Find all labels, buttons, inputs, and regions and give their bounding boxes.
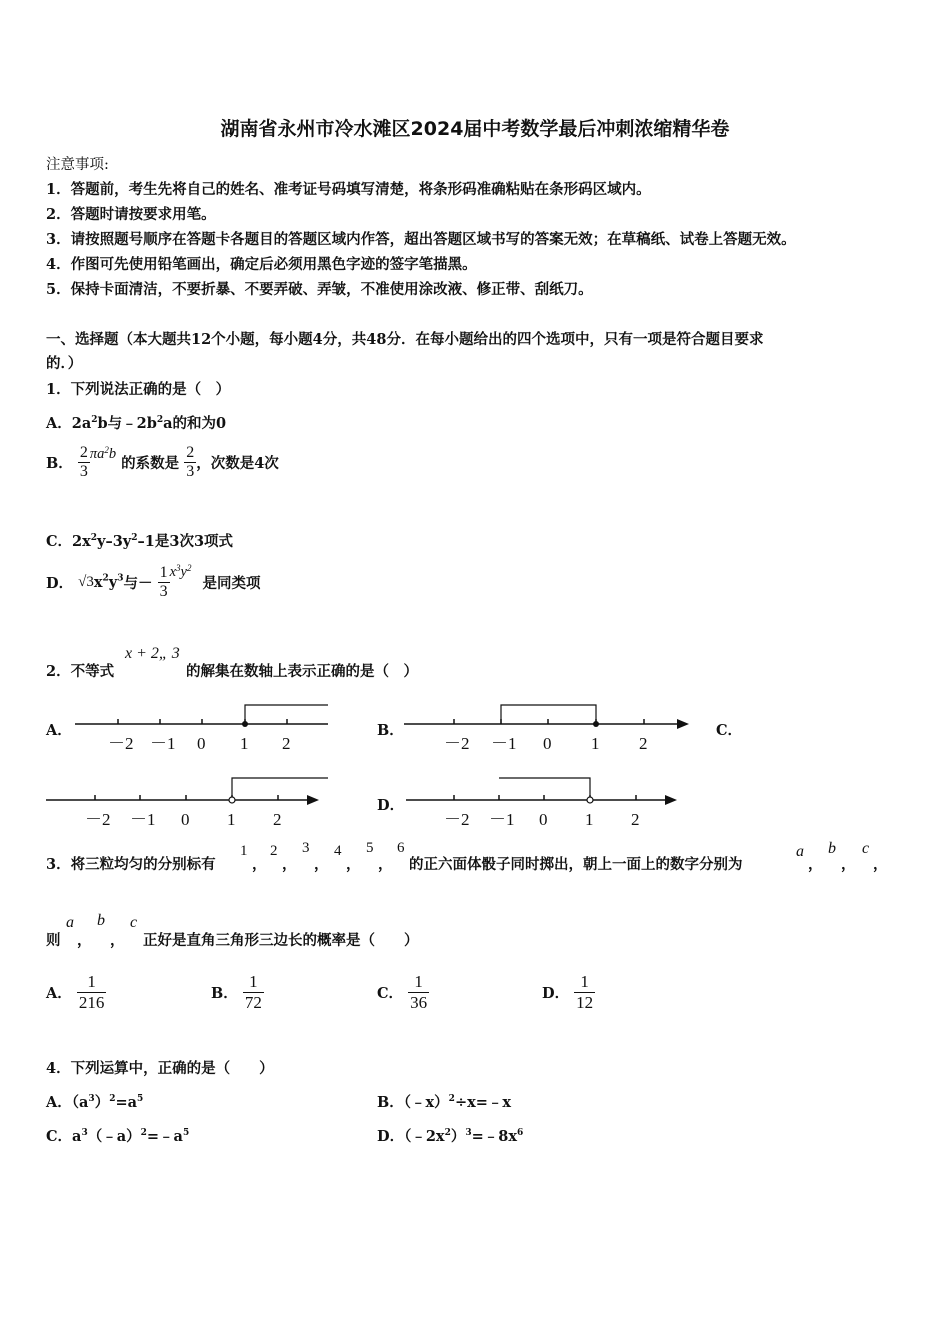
svg-text:－1: －1 <box>150 734 176 753</box>
q3-stem-pre: 3．将三粒均匀的分别标有 <box>46 856 216 873</box>
page-title: 湖南省永州市冷水滩区2024届中考数学最后冲刺浓缩精华卷 <box>220 118 730 140</box>
q4-option-b: B．（﹣x）$^2$÷x=﹣x <box>377 1094 512 1111</box>
fraction: $\frac{1}{36}$ <box>410 972 428 1012</box>
fraction: $\frac{1}{3}$ <box>159 564 168 600</box>
option-label: B． <box>46 455 73 472</box>
note-item: 5．保持卡面清洁，不要折暴、不要弄破、弄皱，不准使用涂改液、修正带、刮纸刀。 <box>46 281 593 298</box>
svg-text:0: 0 <box>539 810 548 829</box>
note-item: 1．答题前，考生先将自己的姓名、准考证号码填写清楚，将条形码准确粘贴在条形码区域内。 <box>46 181 651 198</box>
q3-option-b: B． $\frac{1}{72}$ <box>211 972 262 1012</box>
q3-option-a: A． $\frac{1}{216}$ <box>46 972 105 1012</box>
var-a: a <box>796 843 804 860</box>
note-item: 4．作图可先使用铅笔画出，确定后必须用黑色字迹的签字笔描黑。 <box>46 256 477 273</box>
note-item: 2．答题时请按要求用笔。 <box>46 206 216 223</box>
svg-text:0: 0 <box>197 734 206 753</box>
svg-text:1: 1 <box>240 734 249 753</box>
svg-text:2: 2 <box>631 810 640 829</box>
q2-label-c: C． <box>716 722 743 739</box>
q3-option-d: D． $\frac{1}{12}$ <box>542 972 594 1012</box>
q4-stem: 4．下列运算中，正确的是（ ） <box>46 1060 274 1077</box>
fraction: $\frac{1}{216}$ <box>78 972 105 1012</box>
number-line-d <box>404 770 689 830</box>
die-number: 6 <box>397 840 405 856</box>
svg-text:－1: －1 <box>489 810 515 829</box>
q1-stem: 1．下列说法正确的是（ ） <box>46 381 231 398</box>
var-b: b <box>97 912 105 929</box>
svg-text:－2: －2 <box>444 810 470 829</box>
option-label: D． <box>46 575 74 592</box>
var-a: a <box>66 914 74 931</box>
svg-text:1: 1 <box>585 810 594 829</box>
q3-line2-post: 正好是直角三角形三边长的概率是（ ） <box>143 932 419 949</box>
q1-option-b: B． $\frac{2}{3}$ $\pi a^2b$ 的系数是 $\frac{2}{3}$ ，次数是4次 <box>46 444 279 480</box>
q3-stem-mid: 的正六面体骰子同时掷出，朝上一面上的数字分别为 <box>409 856 743 873</box>
svg-text:－1: －1 <box>130 810 156 829</box>
section-header-line2: 的．） <box>46 355 83 372</box>
die-number: 5 <box>366 840 374 856</box>
svg-text:0: 0 <box>181 810 190 829</box>
svg-text:－2: －2 <box>108 734 134 753</box>
var-c: c <box>130 914 138 931</box>
svg-text:2: 2 <box>273 810 282 829</box>
die-number: 2 <box>270 843 278 859</box>
svg-text:2: 2 <box>282 734 291 753</box>
q2-inequality: x + 2„ 3 <box>125 645 180 662</box>
die-number: 1 <box>240 843 248 859</box>
q4-option-a: A．$(a^3)^2=a^5$ <box>46 1094 144 1111</box>
die-number: 3 <box>302 840 310 856</box>
q2-stem: 2．不等式 <box>46 663 115 680</box>
svg-text:－1: －1 <box>491 734 517 753</box>
q2-stem-post: 的解集在数轴上表示正确的是（ ） <box>186 663 418 680</box>
number-line-a <box>70 695 335 755</box>
fraction: $\frac{1}{72}$ <box>244 972 262 1012</box>
q3-option-c: C． $\frac{1}{36}$ <box>377 972 428 1012</box>
svg-text:－2: －2 <box>85 810 111 829</box>
svg-text:－2: －2 <box>444 734 470 753</box>
number-line-b <box>402 695 697 755</box>
svg-text:1: 1 <box>591 734 600 753</box>
fraction: $\frac{2}{3}$ <box>79 444 88 480</box>
svg-text:1: 1 <box>227 810 236 829</box>
svg-text:2: 2 <box>639 734 648 753</box>
option-label: A． <box>46 415 72 432</box>
die-number: 4 <box>334 843 342 859</box>
q1-option-c: C．$2x^2y-3y^2-1$是3次3项式 <box>46 533 234 550</box>
q1-option-d: D． $√3x^2y^3$与－ $\frac{1}{3}$ $x^3y^2$ 是同类项 <box>46 562 261 600</box>
q2-label-d: D． <box>377 797 405 814</box>
q4-option-c: C．$a^3(﹣a)^2=﹣a^5$ <box>46 1128 190 1145</box>
svg-text:0: 0 <box>543 734 552 753</box>
note-item: 3．请按照题号顺序在答题卡各题目的答题区域内作答，超出答题区域书写的答案无效；在草稿纸、试卷上答题无效。 <box>46 231 796 248</box>
fraction: $\frac{2}{3}$ <box>186 444 195 480</box>
var-b: b <box>828 840 836 857</box>
q3-line2-pre: 则 <box>46 932 61 949</box>
q2-label-b: B． <box>377 722 404 739</box>
section-header-line1: 一、选择题（本大题共12个小题，每小题4分，共48分．在每小题给出的四个选项中，只有一项是符合题目要求 <box>46 331 764 348</box>
q2-label-a: A． <box>46 722 72 739</box>
fraction: $\frac{1}{12}$ <box>576 972 594 1012</box>
var-c: c <box>862 840 870 857</box>
q4-option-d: D．$(﹣2x^2)^3=﹣8x^6$ <box>377 1128 524 1145</box>
sqrt-expression: √3 <box>78 574 94 590</box>
notes-heading: 注意事项: <box>46 157 109 173</box>
q1-option-a: A．$2a^2b$与$﹣2b^2a$的和为0 <box>46 415 227 432</box>
number-line-c <box>44 770 334 830</box>
option-label: C． <box>46 533 73 550</box>
